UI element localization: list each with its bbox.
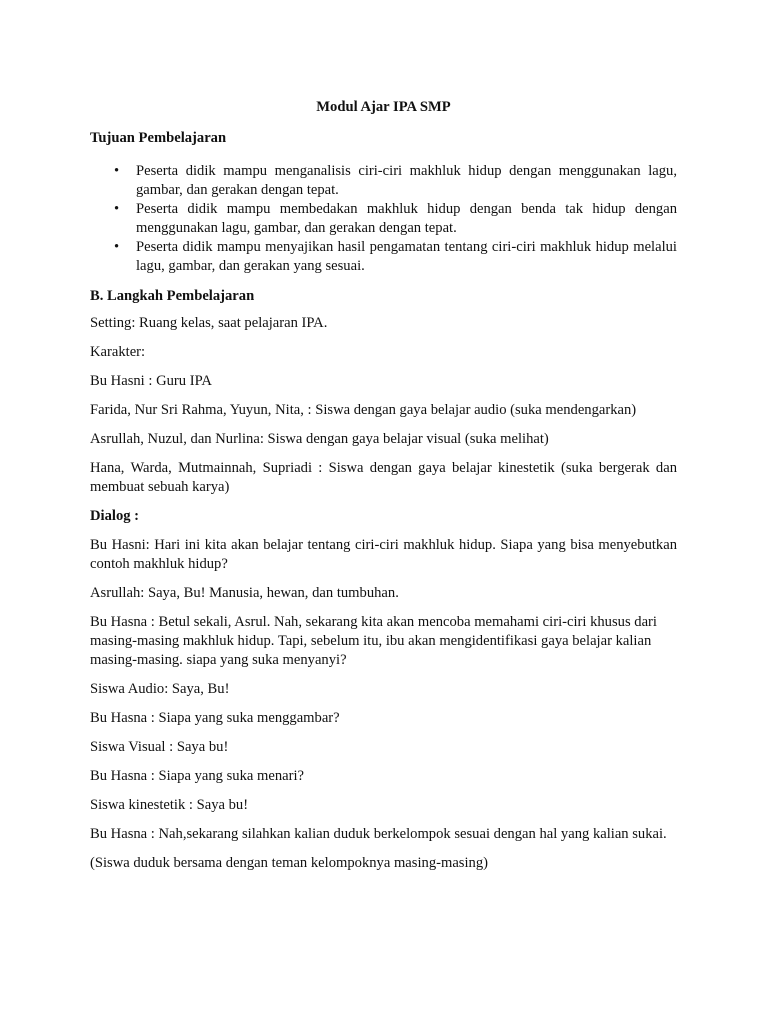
objectives-list (90, 162, 677, 276)
list-item (114, 238, 677, 276)
document-page (90, 98, 677, 883)
objectives-heading: Tujuan Pembelajaran (90, 130, 227, 146)
dialog-line: Siswa Visual : Saya bu! (90, 739, 229, 755)
character-line: Bu Hasni : Guru IPA (90, 373, 212, 389)
dialog-line: (Siswa duduk bersama dengan teman kelompoknya masing-masing) (90, 855, 488, 871)
document-title: Modul Ajar IPA SMP (316, 99, 451, 115)
bullet-icon: • (114, 163, 120, 179)
dialog-line: Siswa Audio: Saya, Bu! (90, 681, 230, 697)
list-item (114, 200, 677, 238)
list-item (114, 162, 677, 200)
objective-text: Peserta didik mampu membedakan makhluk hidup dengan benda tak hidup dengan menggunakan lagu, gambar, dan gerakan dengan tepat. (136, 201, 677, 236)
objective-text: Peserta didik mampu menganalisis ciri-ciri makhluk hidup dengan menggunakan lagu, gambar, dan gerakan dengan tepat. (136, 163, 677, 198)
setting-text: Setting: Ruang kelas, saat pelajaran IPA. (90, 315, 328, 331)
dialog-heading: Dialog : (90, 508, 140, 524)
dialog-line: Asrullah: Saya, Bu! Manusia, hewan, dan tumbuhan. (90, 585, 399, 601)
characters-label: Karakter: (90, 344, 146, 360)
dialog-line: Bu Hasna : Betul sekali, Asrul. Nah, sekarang kita akan mencoba memahami ciri-ciri khusus dari masing-masing makhluk hidup. Tapi, sebelum itu, ibu akan mengidentifikasi gaya belajar kalian masing-masing. siapa yang suka menyanyi? (90, 614, 657, 668)
character-line: Asrullah, Nuzul, dan Nurlina: Siswa dengan gaya belajar visual (suka melihat) (90, 431, 549, 447)
bullet-icon: • (114, 239, 120, 255)
objective-text: Peserta didik mampu menyajikan hasil pengamatan tentang ciri-ciri makhluk hidup melalui lagu, gambar, dan gerakan yang sesuai. (136, 239, 677, 274)
dialog-line: Bu Hasni: Hari ini kita akan belajar tentang ciri-ciri makhluk hidup. Siapa yang bisa menyebutkan contoh makhluk hidup? (90, 537, 677, 572)
dialog-line: Bu Hasna : Siapa yang suka menggambar? (90, 710, 340, 726)
dialog-line: Siswa kinestetik : Saya bu! (90, 797, 249, 813)
character-line: Farida, Nur Sri Rahma, Yuyun, Nita, : Siswa dengan gaya belajar audio (suka mendengarkan) (90, 402, 637, 418)
steps-heading: B. Langkah Pembelajaran (90, 288, 255, 304)
character-line: Hana, Warda, Mutmainnah, Supriadi : Siswa dengan gaya belajar kinestetik (suka bergerak dan membuat sebuah karya) (90, 460, 677, 495)
dialog-line: Bu Hasna : Siapa yang suka menari? (90, 768, 304, 784)
dialog-line: Bu Hasna : Nah,sekarang silahkan kalian duduk berkelompok sesuai dengan hal yang kalian sukai. (90, 826, 667, 842)
bullet-icon: • (114, 201, 120, 217)
